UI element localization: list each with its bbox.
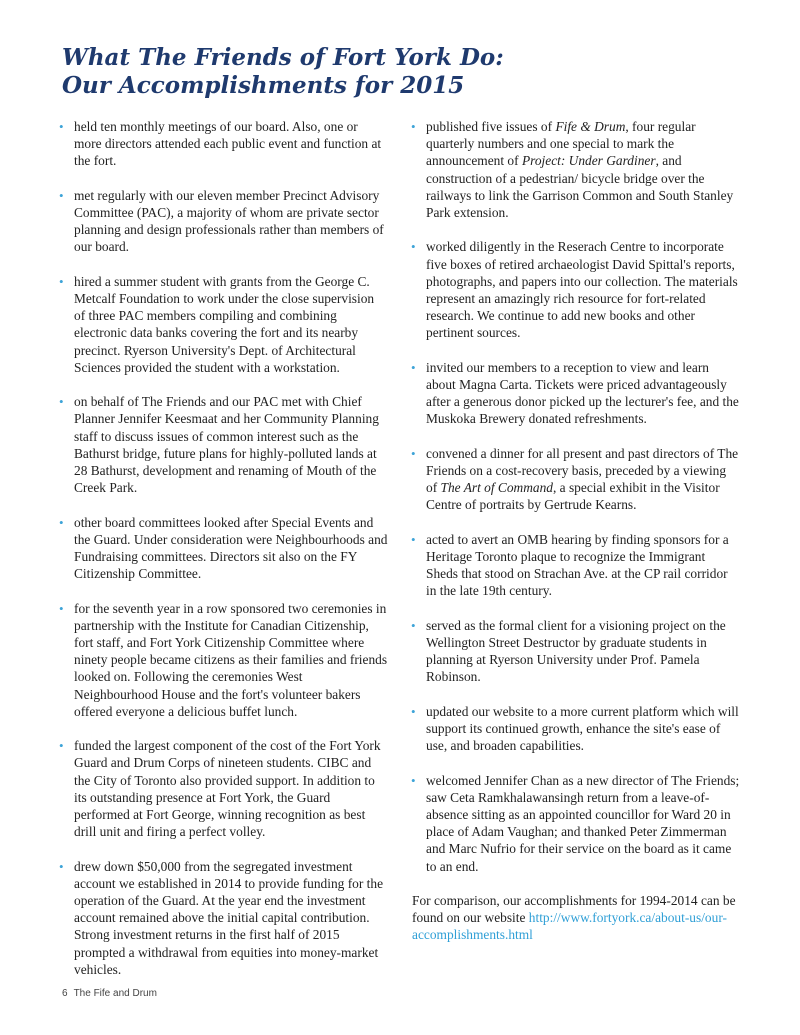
bullet-icon: • [411,703,416,719]
bullet-icon: • [59,187,64,203]
list-item [58,514,388,583]
item-text: invited our members to a reception to view and learn about Magna Carta. Tickets were priced advantageously after a generous donor picked up the lecturer's fee, and the Muskoka Brewery donated refreshments. [426,359,739,427]
page-title-line-2: Our Accomplishments for 2015 [62,72,465,99]
list-item [58,737,388,840]
list-item [410,118,740,221]
right-accomplishments-list [410,118,740,875]
list-item [410,772,740,875]
item-text: convened a dinner for all present and past directors of The Friends on a cost-recovery basis, preceded by a viewing of The Art of Command, a special exhibit in the Visitor Centre of portraits by Gertrude Kearns. [426,445,739,513]
publication-name: The Fife and Drum [73,988,157,999]
bullet-icon: • [411,531,416,547]
item-text: drew down $50,000 from the segregated investment account we established in 2014 to provide funding for the operation of the Guard. At the year end the investment account remained above the initial capital contribution. Strong investment returns in the first half of 2015 prompted a withdrawal from equities into money-market vehicles. [74,858,384,977]
publication-title: Fife & Drum [555,119,626,134]
list-item [410,617,740,686]
item-text: met regularly with our eleven member Precinct Advisory Committee (PAC), a majority of whom are private sector planning and design professionals rather than members of our board. [74,187,384,255]
list-item [58,273,388,376]
item-text: acted to avert an OMB hearing by finding sponsors for a Heritage Toronto plaque to recognize the Immigrant Sheds that stood on Strachan Ave. at the CP rail corridor in the late 19th century. [426,531,729,599]
bullet-icon: • [59,514,64,530]
list-item [410,445,740,514]
page-title [62,44,742,100]
list-item [58,600,388,720]
closing-paragraph: For comparison, our accomplishments for 1994-2014 can be found on our website http://www.fortyork.ca/about-us/our-accomplishments.html [412,893,736,943]
accomplishments-link[interactable]: http://www.fortyork.ca/about-us/our-accomplishments.html [412,910,727,943]
list-item [410,359,740,428]
exhibit-title: The Art of Command [440,480,553,496]
bullet-icon: • [411,445,416,461]
bullet-icon: • [411,119,416,134]
item-text: hired a summer student with grants from the George C. Metcalf Foundation to work under the close supervision of three PAC members compiling and combining electronic data banks covering the fort and its nearby precinct. Ryerson University's Dept. of Architectural Sciences provided the student with a workstation. [74,273,375,375]
project-title: Project: Under Gardiner [521,153,656,169]
item-text: for the seventh year in a row sponsored two ceremonies in partnership with the Institute for Canadian Citizenship, fort staff, and Fort York Citizenship Committee where ninety people became citizens as their families and friends looked on. Following the ceremonies West Neighbourhood House and the fort's volunteer bakers offered everyone a delicious buffet lunch. [74,600,388,719]
list-item [410,531,740,600]
item-text: served as the formal client for a visioning project on the Wellington Street Destructor by graduate students in planning at Ryerson University under Prof. Pamela Robinson. [426,617,726,685]
bullet-icon: • [59,600,64,616]
list-item [410,238,740,341]
page-footer [62,988,157,999]
list-item [58,118,388,170]
right-column [410,118,740,944]
bullet-icon: • [59,119,64,134]
bullet-icon: • [411,239,416,255]
bullet-icon: • [59,273,64,289]
item-text: held ten monthly meetings of our board. Also, one or more directors attended each public event and function at the fort. [74,119,382,169]
item-text: welcomed Jennifer Chan as a new director of The Friends; saw Ceta Ramkhalawansingh return from a leave-of-absence sitting as an appointed councillor for Ward 20 in place of Adam Vaughan; and thanked Peter Zimmerman and Marc Nufrio for their service on the board as it came to an end. [426,772,740,874]
bullet-icon: • [59,858,64,874]
left-column [58,118,388,995]
item-text: worked diligently in the Reserach Centre to incorporate five boxes of retired archaeologist David Spittal's reports, photographs, and papers into our collection. The materials represent an amazingly rich resource for fort-related research. We continue to add new books and other pertinent sources. [426,239,738,341]
item-text: other board committees looked after Special Events and the Guard. Under consideration were Neighbourhoods and Fundraising committees. Directors sit also on the FY Citizenship Committee. [74,514,388,582]
item-text: funded the largest component of the cost of the Fort York Guard and Drum Corps of nineteen students. CIBC and the City of Toronto also provided support. In addition to its outstanding presence at Fort York, the Guard performed at Fort George, winning recognition as best drill unit and firing a perfect volley. [74,738,381,840]
item-text: updated our website to a more current platform which will support its continued growth, enhance the site's ease of use, and broaden capabilities. [426,703,739,754]
bullet-icon: • [59,394,64,410]
page-number: 6 [62,988,68,999]
left-accomplishments-list [58,118,388,978]
item-text: on behalf of The Friends and our PAC met with Chief Planner Jennifer Keesmaat and her Community Planning staff to discuss issues of common interest such as the Bathurst bridge, future plans for highly-polluted lands at 28 Bathurst, development and renaming of Mouth of the Creek Park. [74,394,379,496]
bullet-icon: • [411,359,416,375]
page-title-line-1: What The Friends of Fort York Do: [62,44,504,71]
list-item [58,393,388,496]
item-text: published five issues of Fife & Drum, four regular quarterly numbers and one special to mark the announcement of Project: Under Gardiner, and construction of a pedestrian/ bicycle bridge over the railways to link the Garrison Common and South Stanley Park extension. [426,119,734,221]
list-item [58,187,388,256]
list-item [58,858,388,978]
list-item [410,703,740,755]
bullet-icon: • [411,617,416,633]
bullet-icon: • [59,738,64,754]
bullet-icon: • [411,772,416,788]
